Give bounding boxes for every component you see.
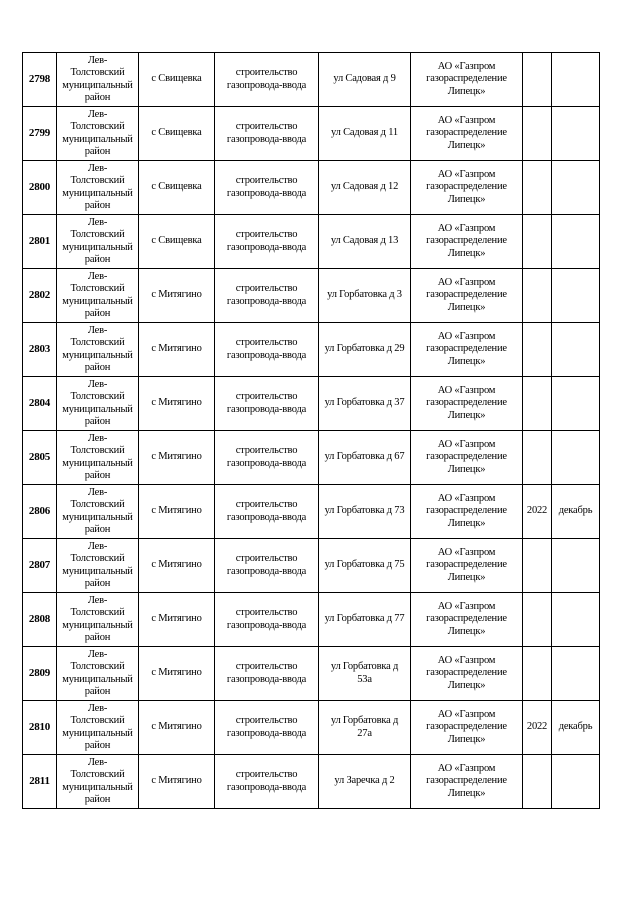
row-number: 2802 bbox=[23, 269, 57, 323]
work-type-cell: строительство газопровода-ввода bbox=[215, 647, 319, 701]
locality-cell: с Свищевка bbox=[139, 107, 215, 161]
month-cell bbox=[552, 107, 600, 161]
organization-cell: АО «Газпром газораспределение Липецк» bbox=[411, 539, 523, 593]
year-cell bbox=[523, 107, 552, 161]
organization-cell: АО «Газпром газораспределение Липецк» bbox=[411, 755, 523, 809]
table-row bbox=[23, 701, 600, 755]
address-cell: ул Горбатовка д 29 bbox=[319, 323, 411, 377]
month-cell bbox=[552, 269, 600, 323]
table-row bbox=[23, 647, 600, 701]
address-cell: ул Садовая д 13 bbox=[319, 215, 411, 269]
locality-cell: с Митягино bbox=[139, 593, 215, 647]
district-cell: Лев- Толстовский муниципальный район bbox=[57, 701, 139, 755]
district-cell: Лев- Толстовский муниципальный район bbox=[57, 53, 139, 107]
gasification-schedule-table bbox=[22, 52, 600, 809]
row-number: 2809 bbox=[23, 647, 57, 701]
work-type-cell: строительство газопровода-ввода bbox=[215, 431, 319, 485]
district-cell: Лев- Толстовский муниципальный район bbox=[57, 107, 139, 161]
district-cell: Лев- Толстовский муниципальный район bbox=[57, 593, 139, 647]
table-row bbox=[23, 377, 600, 431]
address-cell: ул Горбатовка д 3 bbox=[319, 269, 411, 323]
locality-cell: с Митягино bbox=[139, 755, 215, 809]
address-cell: ул Заречка д 2 bbox=[319, 755, 411, 809]
work-type-cell: строительство газопровода-ввода bbox=[215, 593, 319, 647]
table-row bbox=[23, 485, 600, 539]
row-number: 2808 bbox=[23, 593, 57, 647]
district-cell: Лев- Толстовский муниципальный район bbox=[57, 647, 139, 701]
organization-cell: АО «Газпром газораспределение Липецк» bbox=[411, 53, 523, 107]
table-row bbox=[23, 53, 600, 107]
address-cell: ул Горбатовка д 77 bbox=[319, 593, 411, 647]
locality-cell: с Митягино bbox=[139, 269, 215, 323]
month-cell bbox=[552, 161, 600, 215]
row-number: 2807 bbox=[23, 539, 57, 593]
year-cell bbox=[523, 161, 552, 215]
address-cell: ул Горбатовка д 27а bbox=[319, 701, 411, 755]
locality-cell: с Свищевка bbox=[139, 215, 215, 269]
organization-cell: АО «Газпром газораспределение Липецк» bbox=[411, 647, 523, 701]
organization-cell: АО «Газпром газораспределение Липецк» bbox=[411, 323, 523, 377]
locality-cell: с Митягино bbox=[139, 377, 215, 431]
year-cell bbox=[523, 755, 552, 809]
organization-cell: АО «Газпром газораспределение Липецк» bbox=[411, 269, 523, 323]
month-cell bbox=[552, 53, 600, 107]
year-cell bbox=[523, 215, 552, 269]
row-number: 2798 bbox=[23, 53, 57, 107]
organization-cell: АО «Газпром газораспределение Липецк» bbox=[411, 161, 523, 215]
district-cell: Лев- Толстовский муниципальный район bbox=[57, 215, 139, 269]
row-number: 2811 bbox=[23, 755, 57, 809]
table-body bbox=[23, 53, 600, 809]
table-row bbox=[23, 539, 600, 593]
month-cell bbox=[552, 593, 600, 647]
work-type-cell: строительство газопровода-ввода bbox=[215, 485, 319, 539]
table-row bbox=[23, 431, 600, 485]
address-cell: ул Садовая д 9 bbox=[319, 53, 411, 107]
address-cell: ул Горбатовка д 53а bbox=[319, 647, 411, 701]
table-row bbox=[23, 215, 600, 269]
year-cell bbox=[523, 53, 552, 107]
row-number: 2805 bbox=[23, 431, 57, 485]
locality-cell: с Митягино bbox=[139, 485, 215, 539]
year-cell bbox=[523, 269, 552, 323]
district-cell: Лев- Толстовский муниципальный район bbox=[57, 323, 139, 377]
organization-cell: АО «Газпром газораспределение Липецк» bbox=[411, 593, 523, 647]
month-cell: декабрь bbox=[552, 485, 600, 539]
row-number: 2799 bbox=[23, 107, 57, 161]
locality-cell: с Митягино bbox=[139, 647, 215, 701]
year-cell: 2022 bbox=[523, 485, 552, 539]
district-cell: Лев- Толстовский муниципальный район bbox=[57, 161, 139, 215]
year-cell bbox=[523, 377, 552, 431]
locality-cell: с Митягино bbox=[139, 431, 215, 485]
work-type-cell: строительство газопровода-ввода bbox=[215, 323, 319, 377]
month-cell bbox=[552, 539, 600, 593]
district-cell: Лев- Толстовский муниципальный район bbox=[57, 377, 139, 431]
year-cell bbox=[523, 593, 552, 647]
month-cell bbox=[552, 431, 600, 485]
district-cell: Лев- Толстовский муниципальный район bbox=[57, 431, 139, 485]
address-cell: ул Садовая д 11 bbox=[319, 107, 411, 161]
table-row bbox=[23, 161, 600, 215]
organization-cell: АО «Газпром газораспределение Липецк» bbox=[411, 701, 523, 755]
month-cell bbox=[552, 647, 600, 701]
work-type-cell: строительство газопровода-ввода bbox=[215, 701, 319, 755]
row-number: 2800 bbox=[23, 161, 57, 215]
year-cell bbox=[523, 323, 552, 377]
address-cell: ул Горбатовка д 75 bbox=[319, 539, 411, 593]
address-cell: ул Горбатовка д 37 bbox=[319, 377, 411, 431]
table-row bbox=[23, 107, 600, 161]
year-cell bbox=[523, 647, 552, 701]
organization-cell: АО «Газпром газораспределение Липецк» bbox=[411, 431, 523, 485]
work-type-cell: строительство газопровода-ввода bbox=[215, 269, 319, 323]
row-number: 2801 bbox=[23, 215, 57, 269]
work-type-cell: строительство газопровода-ввода bbox=[215, 161, 319, 215]
locality-cell: с Митягино bbox=[139, 323, 215, 377]
table-row bbox=[23, 269, 600, 323]
year-cell bbox=[523, 431, 552, 485]
organization-cell: АО «Газпром газораспределение Липецк» bbox=[411, 107, 523, 161]
row-number: 2803 bbox=[23, 323, 57, 377]
address-cell: ул Горбатовка д 67 bbox=[319, 431, 411, 485]
locality-cell: с Свищевка bbox=[139, 161, 215, 215]
work-type-cell: строительство газопровода-ввода bbox=[215, 215, 319, 269]
table-row bbox=[23, 755, 600, 809]
row-number: 2804 bbox=[23, 377, 57, 431]
district-cell: Лев- Толстовский муниципальный район bbox=[57, 755, 139, 809]
organization-cell: АО «Газпром газораспределение Липецк» bbox=[411, 215, 523, 269]
organization-cell: АО «Газпром газораспределение Липецк» bbox=[411, 377, 523, 431]
locality-cell: с Митягино bbox=[139, 701, 215, 755]
table-row bbox=[23, 593, 600, 647]
year-cell bbox=[523, 539, 552, 593]
work-type-cell: строительство газопровода-ввода bbox=[215, 377, 319, 431]
district-cell: Лев- Толстовский муниципальный район bbox=[57, 539, 139, 593]
work-type-cell: строительство газопровода-ввода bbox=[215, 107, 319, 161]
locality-cell: с Свищевка bbox=[139, 53, 215, 107]
work-type-cell: строительство газопровода-ввода bbox=[215, 53, 319, 107]
address-cell: ул Горбатовка д 73 bbox=[319, 485, 411, 539]
work-type-cell: строительство газопровода-ввода bbox=[215, 755, 319, 809]
table-row bbox=[23, 323, 600, 377]
locality-cell: с Митягино bbox=[139, 539, 215, 593]
month-cell bbox=[552, 323, 600, 377]
work-type-cell: строительство газопровода-ввода bbox=[215, 539, 319, 593]
address-cell: ул Садовая д 12 bbox=[319, 161, 411, 215]
organization-cell: АО «Газпром газораспределение Липецк» bbox=[411, 485, 523, 539]
row-number: 2810 bbox=[23, 701, 57, 755]
month-cell bbox=[552, 215, 600, 269]
district-cell: Лев- Толстовский муниципальный район bbox=[57, 269, 139, 323]
district-cell: Лев- Толстовский муниципальный район bbox=[57, 485, 139, 539]
month-cell bbox=[552, 377, 600, 431]
year-cell: 2022 bbox=[523, 701, 552, 755]
month-cell: декабрь bbox=[552, 701, 600, 755]
row-number: 2806 bbox=[23, 485, 57, 539]
month-cell bbox=[552, 755, 600, 809]
